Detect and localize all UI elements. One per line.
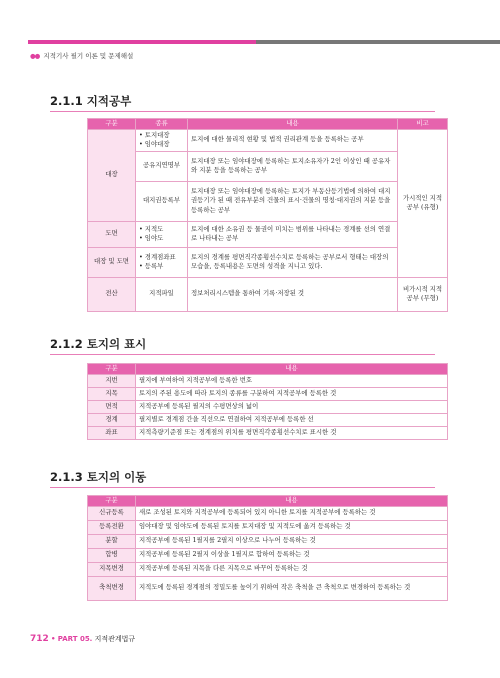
note-cell: 비가시적 지적공부 (무형) <box>398 277 448 311</box>
row-label: 합병 <box>88 548 136 562</box>
desc-cell: 토지대장 또는 임야대장에 등록하는 토지가 부동산등기법에 의하여 대지권등기가 된 때 전유부분의 건물의 표시·건물의 명칭·대지권의 지분 등을 등록하는 공부 <box>188 181 398 221</box>
row-category: 대장 및 도면 <box>88 247 136 277</box>
running-header <box>30 51 133 60</box>
col-header: 구분 <box>88 119 136 130</box>
section-rule-3 <box>50 487 435 488</box>
row-desc: 지적공부에 등록된 필지의 수평면상의 넓이 <box>136 400 448 413</box>
footer-part: PART 05. <box>57 635 93 643</box>
row-category: 전산 <box>88 277 136 311</box>
section-title-3: 2.1.3 토지의 이동 <box>50 470 147 484</box>
section-title-1: 2.1.1 지적공부 <box>50 94 132 108</box>
footer-bullet: • <box>51 635 56 643</box>
row-label: 경계 <box>88 413 136 426</box>
row-label: 지목 <box>88 387 136 400</box>
row-label: 등록전환 <box>88 520 136 534</box>
desc-cell: 토지에 대한 물리적 현황 및 법적 권리관계 등을 등록하는 공부 <box>188 129 398 151</box>
type-cell: 대지권등록부 <box>136 181 188 221</box>
row-desc: 지적공부에 등록된 지목을 다른 지목으로 바꾸어 등록하는 것 <box>136 562 448 576</box>
row-desc: 토지의 주된 용도에 따라 토지의 종류를 구분하여 지적공부에 등록한 것 <box>136 387 448 400</box>
page-footer <box>30 634 135 644</box>
col-header: 내용 <box>136 496 448 507</box>
row-desc: 임야대장 및 임야도에 등록된 토지를 토지대장 및 지적도에 옮겨 등록하는 것 <box>136 520 448 534</box>
header-rule-accent <box>28 40 256 44</box>
col-header: 종류 <box>136 119 188 130</box>
row-desc: 지적공부에 등록된 2필지 이상을 1필지로 합하여 등록하는 것 <box>136 548 448 562</box>
desc-cell: 토지에 대한 소유권 등 물권이 미치는 범위를 나타내는 경계를 선의 연결로 나타내는 공부 <box>188 221 398 247</box>
row-desc: 필지별로 경계점 간을 직선으로 연결하여 지적공부에 등록한 선 <box>136 413 448 426</box>
type-cell: • 토지대장 • 임야대장 <box>136 129 188 151</box>
row-label: 좌표 <box>88 426 136 439</box>
table-toji-pyosi <box>87 363 448 440</box>
desc-cell: 정보처리시스템을 통하여 기록·저장된 것 <box>188 277 398 311</box>
row-desc: 필지에 부여하여 지적공부에 등록한 번호 <box>136 374 448 387</box>
type-cell: 지적파일 <box>136 277 188 311</box>
footer-title: 지적관계법규 <box>94 635 136 643</box>
row-category: 도면 <box>88 221 136 247</box>
col-header: 내용 <box>136 364 448 375</box>
row-label: 지목변경 <box>88 562 136 576</box>
col-header: 구분 <box>88 496 136 507</box>
section-title-2: 2.1.2 토지의 표시 <box>50 337 147 351</box>
section-rule-2 <box>50 354 435 355</box>
desc-cell: 토지대장 또는 임야대장에 등록하는 토지소유자가 2인 이상인 때 공유자와 지분 등을 등록하는 공부 <box>188 151 398 181</box>
row-label: 지번 <box>88 374 136 387</box>
row-category: 대장 <box>88 129 136 221</box>
row-label: 신규등록 <box>88 506 136 520</box>
note-cell: 가시적인 지적공부 (유형) <box>398 129 448 277</box>
col-header: 구분 <box>88 364 136 375</box>
col-header: 비고 <box>398 119 448 130</box>
row-desc: 지적공부에 등록된 1필지를 2필지 이상으로 나누어 등록하는 것 <box>136 534 448 548</box>
table-jijeok-gongbu <box>87 118 448 312</box>
row-desc: 지적도에 등록된 경계점의 정밀도를 높이기 위하여 작은 축척을 큰 축척으로 변경하여 등록하는 것 <box>136 576 448 600</box>
type-cell: • 지적도 • 임야도 <box>136 221 188 247</box>
row-label: 면적 <box>88 400 136 413</box>
section-rule-1 <box>50 111 435 112</box>
col-header: 내용 <box>188 119 398 130</box>
row-desc: 새로 조성된 토지와 지적공부에 등록되어 있지 아니한 토지를 지적공부에 등록하는 것 <box>136 506 448 520</box>
header-dots-icon: ●● <box>30 52 40 60</box>
type-cell: • 경계점좌표 • 등록부 <box>136 247 188 277</box>
running-header-text: 지적기사 필기 이론 및 문제해설 <box>43 52 134 60</box>
row-label: 축척변경 <box>88 576 136 600</box>
row-desc: 지적측량기준점 또는 경계점의 위치를 평면직각종횡선수치로 표시한 것 <box>136 426 448 439</box>
desc-cell: 토지의 경계를 평면직각종횡선수치로 등록하는 공부로서 형태는 대장의 모습을, 등록내용은 도면의 성격을 지니고 있다. <box>188 247 398 277</box>
row-label: 분할 <box>88 534 136 548</box>
table-toji-idong <box>87 495 448 601</box>
page-number: 712 <box>30 634 49 644</box>
type-cell: 공유지연명부 <box>136 151 188 181</box>
